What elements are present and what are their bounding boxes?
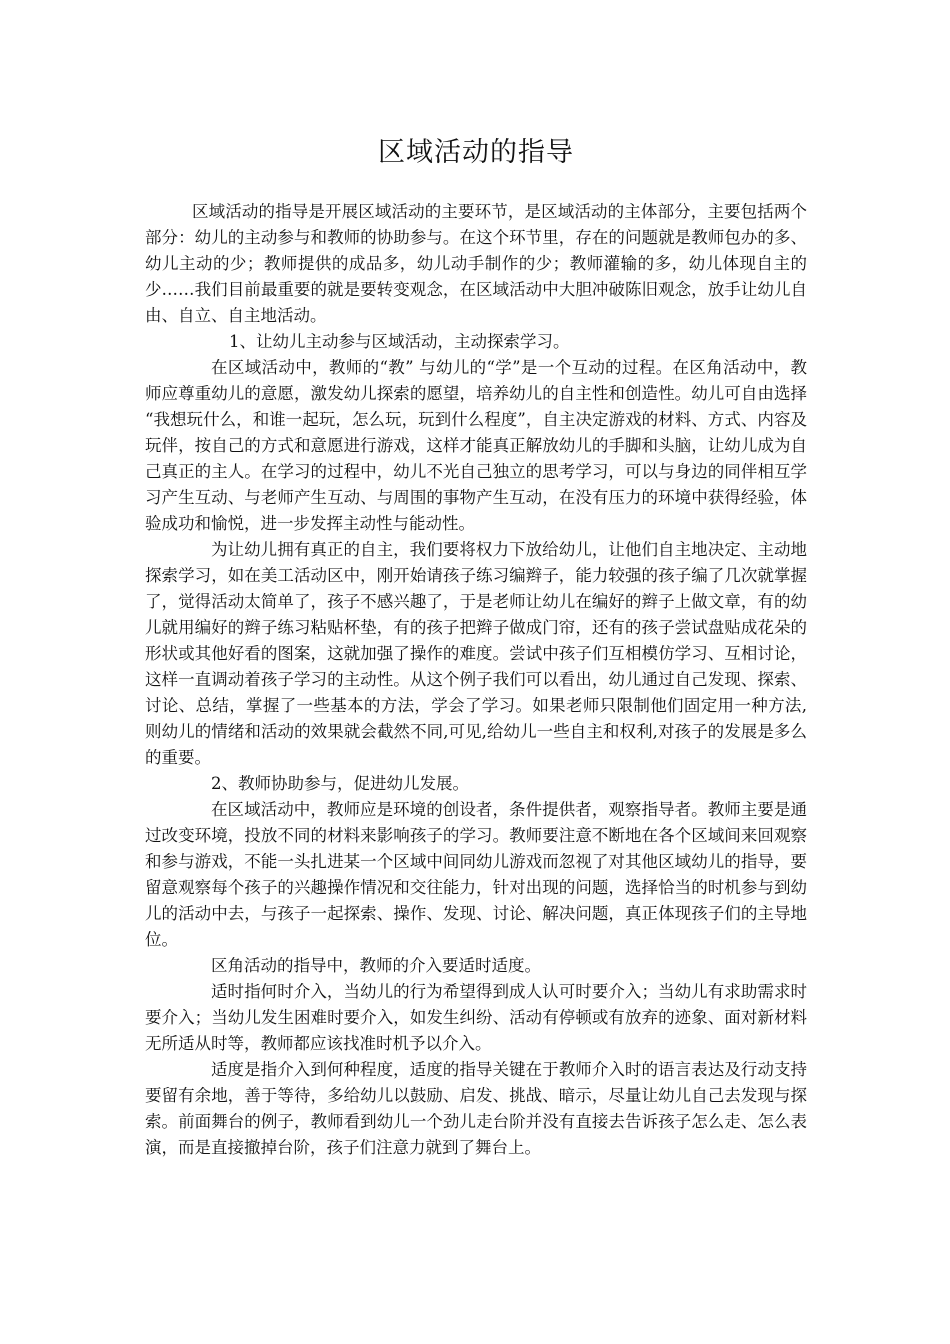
body-paragraph: 在区域活动中，教师的“教” 与幼儿的“学”是一个互动的过程。在区角活动中，教师应尊重幼儿的意愿，激发幼儿探索的愿望，培养幼儿的自主性和创造性。幼儿可自由选择 “我想玩什么，和谁一起玩，怎么玩，玩到什么程度”，自主决定游戏的材料、方式、内容及玩伴，按自己的方式和意愿进行游戏，这样才能真正解放幼儿的手脚和头脑，让幼儿成为自己真正的主人。在学习的过程中，幼儿不光自己独立的思考学习，可以与身边的同伴相互学习产生互动、与老师产生互动、与周围的事物产生互动，在没有压力的环境中获得经验，体验成功和愉悦，进一步发挥主动性与能动性。: [145, 358, 807, 533]
body-paragraph: 适时指何时介入，当幼儿的行为希望得到成人认可时要介入；当幼儿有求助需求时要介入；当幼儿发生困难时要介入，如发生纠纷、活动有停顿或有放弃的迹象、面对新材料无所适从时等，教师都应该找准时机予以介入。: [145, 982, 807, 1053]
body-paragraph: 在区域活动中，教师应是环境的创设者，条件提供者，观察指导者。教师主要是通过改变环境，投放不同的材料来影响孩子的学习。教师要注意不断地在各个区域间来回观察和参与游戏，不能一头扎进某一个区域中间同幼儿游戏而忽视了对其他区域幼儿的指导，要留意观察每个孩子的兴趣操作情况和交往能力，针对出现的问题，选择恰当的时机参与到幼儿的活动中去，与孩子一起探索、操作、发现、讨论、解决问题，真正体现孩子们的主导地位。: [145, 800, 807, 949]
body-paragraph: 区角活动的指导中，教师的介入要适时适度。: [211, 956, 541, 975]
body-paragraph: 为让幼儿拥有真正的自主，我们要将权力下放给幼儿，让他们自主地决定、主动地探索学习，如在美工活动区中，刚开始请孩子练习编辫子，能力较强的孩子编了几次就掌握了，觉得活动太简单了，孩子不感兴趣了，于是老师让幼儿在编好的辫子上做文章，有的幼儿就用编好的辫子练习粘贴杯垫，有的孩子把辫子做成门帘，还有的孩子尝试盘贴成花朵的形状或其他好看的图案，这就加强了操作的难度。尝试中孩子们互相模仿学习、互相讨论，这样一直调动着孩子学习的主动性。从这个例子我们可以看出，幼儿通过自己发现、探索、讨论、总结，掌握了一些基本的方法，学会了学习。如果老师只限制他们固定用一种方法,则幼儿的情绪和活动的效果就会截然不同,可见,给幼儿一些自主和权利,对孩子的发展是多么的重要。: [145, 540, 807, 767]
document-title: 区域活动的指导: [378, 137, 574, 168]
intro-paragraph: 区域活动的指导是开展区域活动的主要环节，是区域活动的主体部分，主要包括两个部分：幼儿的主动参与和教师的协助参与。在这个环节里，存在的问题就是教师包办的多、幼儿主动的少；教师提供的成品多，幼儿动手制作的少；教师灌输的多，幼儿体现自主的少……我们目前最重要的就是要转变观念，在区域活动中大胆冲破陈旧观念，放手让幼儿自由、自立、自主地活动。: [145, 202, 807, 325]
document-page: [145, 135, 807, 1161]
body-paragraph: 适度是指介入到何种程度，适度的指导关键在于教师介入时的语言表达及行动支持要留有余地，善于等待，多给幼儿以鼓励、启发、挑战、暗示，尽量让幼儿自己去发现与探索。前面舞台的例子，教师看到幼儿一个劲儿走台阶并没有直接去告诉孩子怎么走、怎么表演，而是直接撤掉台阶，孩子们注意力就到了舞台上。: [145, 1060, 807, 1157]
section-heading-1: 1、让幼儿主动参与区域活动，主动探索学习。: [229, 332, 570, 351]
section-heading-2: 2、教师协助参与，促进幼儿发展。: [211, 774, 469, 793]
